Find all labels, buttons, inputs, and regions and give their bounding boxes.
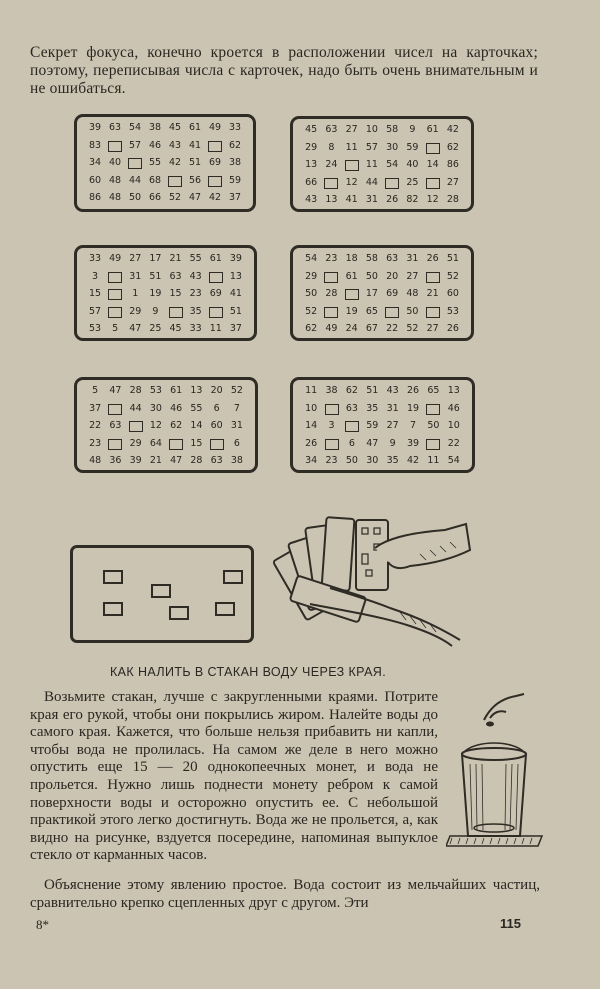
card-hole [209,272,223,283]
card-number: 48 [406,288,419,299]
card-number: 42 [168,157,182,168]
number-card-6 [290,377,475,473]
card-number: 50 [406,305,419,317]
card-hole [208,141,222,152]
card-number: 24 [325,159,338,170]
card-number: 63 [386,253,399,264]
card-number: 28 [129,385,142,396]
card-number: 21 [149,455,162,466]
glass-with-coin-illustration [446,690,546,848]
card-number: 46 [170,402,183,414]
card-number: 38 [228,157,242,168]
card-number: 34 [88,157,102,168]
card-number: 50 [365,270,378,282]
card-number: 26 [386,194,399,205]
card-hole [324,307,338,318]
card-number: 37 [228,192,242,203]
card-number: 38 [148,122,162,133]
card-hole [108,141,122,152]
card-number: 52 [446,270,459,282]
card-number: 13 [325,194,338,205]
card-number: 26 [446,323,459,334]
card-number: 22 [386,323,399,334]
card-number: 43 [305,194,318,205]
number-card-4 [290,245,474,341]
card-number: 45 [305,124,318,135]
card-number: 11 [305,385,318,396]
card-row [301,156,463,174]
card-number: 39 [88,122,102,133]
card-number: 50 [128,192,142,203]
card-number: 66 [305,176,318,188]
card-hole [426,404,440,415]
card-number: 47 [366,437,379,449]
number-card-5 [74,377,258,473]
card-number: 22 [447,437,460,449]
card-hole [345,421,359,432]
card-number: 29 [129,305,142,317]
card-row [85,119,245,137]
card-number: 55 [189,253,202,264]
card-number: 11 [365,159,378,170]
card-number: 54 [447,455,460,466]
card-number: 28 [446,194,459,205]
card-number: 17 [365,288,378,299]
card-row [301,400,464,418]
template-hole [103,602,123,616]
card-number: 29 [305,141,318,153]
card-number: 30 [149,402,162,414]
intro-paragraph: Секрет фокуса, конечно кроется в расположении чисел на карточках; поэтому, переписывая числа с карточек, надо быть очень внимательным и не ошибаться. [30,44,538,97]
card-number: 69 [209,288,222,299]
card-hole [325,404,339,415]
card-number: 7 [410,420,417,431]
card-row [301,250,463,268]
card-row [301,174,463,192]
card-number: 6 [213,402,220,414]
card-number: 56 [188,174,202,186]
card-hole [210,439,224,450]
number-card-1 [74,114,256,212]
card-hole [324,178,338,189]
card-number: 51 [366,385,379,396]
card-number: 27 [345,124,358,135]
body-paragraph: Объяснение этому явлению простое. Вода состоит из мельчайших частиц, сравнительно крепко сцепленных друг с другом. Эти [30,877,540,911]
card-number: 63 [325,124,338,135]
card-number: 45 [169,323,182,334]
card-hole [168,176,182,187]
card-number: 11 [427,455,440,466]
card-number: 13 [305,159,318,170]
card-number: 53 [446,305,459,317]
card-number: 28 [325,288,338,299]
number-card-3 [74,245,257,341]
card-row [85,154,245,172]
card-number: 63 [169,270,182,282]
card-number: 53 [149,385,162,396]
card-number: 23 [325,253,338,264]
card-number: 33 [228,122,242,133]
card-row [85,137,245,155]
card-row [301,139,463,157]
template-hole [169,606,189,620]
card-row [85,320,246,338]
card-number: 27 [446,176,459,188]
card-number: 5 [112,323,119,334]
card-number: 15 [89,288,102,299]
card-number: 51 [446,253,459,264]
card-number: 47 [188,192,202,203]
card-number: 31 [406,253,419,264]
card-number: 25 [149,323,162,334]
card-number: 49 [208,122,222,133]
card-number: 63 [345,402,358,414]
card-number: 49 [325,323,338,334]
card-number: 15 [169,288,182,299]
card-number: 69 [386,288,399,299]
card-number: 26 [407,385,420,396]
card-number: 50 [305,288,318,299]
card-row [85,303,246,321]
card-number: 83 [88,139,102,151]
card-number: 63 [210,455,223,466]
card-number: 39 [407,437,420,449]
card-number: 10 [447,420,460,431]
card-number: 1 [132,288,139,299]
card-number: 39 [129,455,142,466]
card-row [301,417,464,435]
card-number: 43 [189,270,202,282]
card-number: 61 [345,270,358,282]
card-number: 27 [386,420,399,431]
card-number: 38 [230,455,243,466]
card-row [301,382,464,400]
hand-with-cards-illustration [270,508,472,648]
card-number: 43 [386,385,399,396]
card-number: 42 [446,124,459,135]
card-number: 31 [386,402,399,414]
template-hole [151,584,171,598]
card-number: 44 [129,402,142,414]
card-number: 45 [168,122,182,133]
card-number: 23 [325,455,338,466]
card-number: 49 [109,253,122,264]
card-number: 54 [305,253,318,264]
card-number: 31 [230,420,243,431]
card-number: 67 [365,323,378,334]
card-number: 19 [345,305,358,317]
card-number: 42 [407,455,420,466]
body-text-wrapped [30,689,438,865]
card-number: 18 [345,253,358,264]
card-number: 44 [128,174,142,186]
card-number: 36 [109,455,122,466]
card-hole [108,272,122,283]
card-number: 38 [325,385,338,396]
card-number: 13 [229,270,242,282]
card-number: 10 [365,124,378,135]
card-row [301,303,463,321]
card-hole [108,307,122,318]
card-row [301,435,464,453]
card-number: 51 [229,305,242,317]
card-number: 41 [229,288,242,299]
card-number: 51 [149,270,162,282]
card-number: 61 [426,124,439,135]
card-number: 48 [108,174,122,186]
card-number: 62 [446,141,459,153]
card-number: 57 [128,139,142,151]
card-number: 30 [386,141,399,153]
card-number: 47 [170,455,183,466]
card-number: 63 [109,420,122,431]
card-number: 11 [345,141,358,153]
card-number: 42 [208,192,222,203]
card-row [85,172,245,190]
card-number: 7 [233,402,240,414]
card-number: 11 [209,323,222,334]
card-hole [324,272,338,283]
card-hole [169,307,183,318]
card-number: 13 [447,385,460,396]
card-number: 9 [152,305,159,317]
card-number: 55 [190,402,203,414]
card-number: 48 [89,455,102,466]
card-number: 59 [228,174,242,186]
card-number: 19 [149,288,162,299]
card-number: 52 [305,305,318,317]
card-number: 68 [148,174,162,186]
card-number: 57 [89,305,102,317]
card-number: 48 [108,192,122,203]
card-row [301,191,463,209]
card-number: 21 [169,253,182,264]
body-paragraph: Возьмите стакан, лучше с закругленными краями. Потрите края его рукой, чтобы они покрылись жиром. Налейте воды до самого края. Кажется, что больше нельзя прибавить ни капли, чтобы вода не пролилась. На самом же деле в него можно опустить еще 15 — 20 однокопеечных монет, и вода не прольется. Нужно лишь поднести монету ребром к самой поверхности воды и осторожно опустить ее. С небольшой практикой этого легко достигнуть. Вода же не прольется, а, как видно на рисунке, вздуется посередине, напоминая выпуклое стекло от карманных часов. [30,689,438,864]
card-number: 29 [305,270,318,282]
card-number: 86 [88,192,102,203]
card-row [85,285,246,303]
card-row [85,250,246,268]
card-number: 62 [170,420,183,431]
card-number: 60 [210,420,223,431]
card-number: 51 [188,157,202,168]
card-row [85,189,245,207]
card-hole [426,307,440,318]
card-number: 65 [365,305,378,317]
template-card-illustration [70,545,254,643]
card-number: 40 [108,157,122,168]
card-hole [345,160,359,171]
card-number: 23 [189,288,202,299]
card-row [85,417,247,435]
card-number: 6 [348,437,355,449]
card-hole [385,178,399,189]
card-number: 58 [365,253,378,264]
card-number: 27 [426,323,439,334]
card-number: 52 [406,323,419,334]
number-card-2 [290,116,474,212]
card-row [301,452,464,470]
card-number: 37 [229,323,242,334]
card-number: 30 [366,455,379,466]
template-hole [223,570,243,584]
card-number: 55 [148,157,162,168]
card-number: 6 [233,437,240,449]
card-number: 10 [305,402,318,414]
card-row [301,121,463,139]
card-number: 47 [109,385,122,396]
card-number: 62 [305,323,318,334]
section-title: КАК НАЛИТЬ В СТАКАН ВОДУ ЧЕРЕЗ КРАЯ. [110,665,387,679]
card-number: 12 [149,420,162,431]
card-row [301,268,463,286]
card-number: 65 [427,385,440,396]
card-number: 33 [189,323,202,334]
card-hole [108,289,122,300]
card-number: 52 [230,385,243,396]
card-number: 17 [149,253,162,264]
card-number: 58 [386,124,399,135]
card-number: 53 [89,323,102,334]
card-number: 57 [365,141,378,153]
card-number: 9 [389,437,396,449]
card-number: 21 [426,288,439,299]
card-number: 35 [189,305,202,317]
card-number: 54 [128,122,142,133]
card-hole [426,439,440,450]
card-number: 52 [168,192,182,203]
card-number: 62 [228,139,242,151]
card-number: 66 [148,192,162,203]
body-text-full [30,877,540,912]
card-hole [345,289,359,300]
card-number: 40 [406,159,419,170]
card-number: 59 [406,141,419,153]
card-number: 31 [129,270,142,282]
card-number: 26 [305,437,318,449]
card-number: 43 [168,139,182,151]
card-number: 69 [208,157,222,168]
card-number: 35 [366,402,379,414]
card-hole [208,176,222,187]
card-number: 5 [92,385,99,396]
card-number: 47 [129,323,142,334]
card-number: 12 [345,176,358,188]
page-number: 115 [500,916,521,931]
card-number: 33 [89,253,102,264]
card-number: 27 [129,253,142,264]
card-number: 26 [426,253,439,264]
card-hole [128,158,142,169]
card-number: 22 [89,420,102,431]
card-number: 3 [92,270,99,282]
card-number: 9 [409,124,416,135]
card-hole [325,439,339,450]
card-number: 50 [427,420,440,431]
template-hole [215,602,235,616]
card-row [85,452,247,470]
card-number: 24 [345,323,358,334]
card-number: 63 [108,122,122,133]
card-number: 62 [345,385,358,396]
card-number: 34 [305,455,318,466]
card-number: 61 [170,385,183,396]
card-number: 82 [406,194,419,205]
card-number: 25 [406,176,419,188]
card-row [85,400,247,418]
card-number: 86 [446,159,459,170]
card-number: 19 [407,402,420,414]
card-hole [108,404,122,415]
card-number: 61 [188,122,202,133]
card-number: 15 [190,437,203,449]
card-number: 50 [345,455,358,466]
card-row [85,382,247,400]
card-number: 39 [229,253,242,264]
card-number: 61 [209,253,222,264]
card-hole [129,421,143,432]
card-number: 60 [88,174,102,186]
card-number: 44 [365,176,378,188]
template-hole [103,570,123,584]
card-hole [385,307,399,318]
card-number: 31 [365,194,378,205]
card-number: 3 [328,420,335,431]
card-row [301,285,463,303]
card-number: 35 [386,455,399,466]
card-number: 46 [148,139,162,151]
card-hole [209,307,223,318]
card-hole [426,178,440,189]
card-number: 29 [129,437,142,449]
card-number: 64 [149,437,162,449]
card-number: 54 [386,159,399,170]
card-number: 14 [190,420,203,431]
card-row [301,320,463,338]
card-number: 27 [406,270,419,282]
card-row [85,268,246,286]
card-number: 12 [426,194,439,205]
card-number: 14 [305,420,318,431]
card-number: 23 [89,437,102,449]
card-hole [108,439,122,450]
card-number: 37 [89,402,102,414]
card-number: 14 [426,159,439,170]
card-number: 46 [447,402,460,414]
card-number: 20 [386,270,399,282]
card-number: 13 [190,385,203,396]
card-number: 41 [345,194,358,205]
card-row [85,435,247,453]
card-number: 60 [446,288,459,299]
card-number: 41 [188,139,202,151]
card-number: 59 [366,420,379,431]
card-hole [169,439,183,450]
card-number: 8 [328,141,335,153]
signature-mark: 8* [36,917,49,932]
card-hole [426,272,440,283]
card-hole [426,143,440,154]
card-number: 28 [190,455,203,466]
card-number: 20 [210,385,223,396]
